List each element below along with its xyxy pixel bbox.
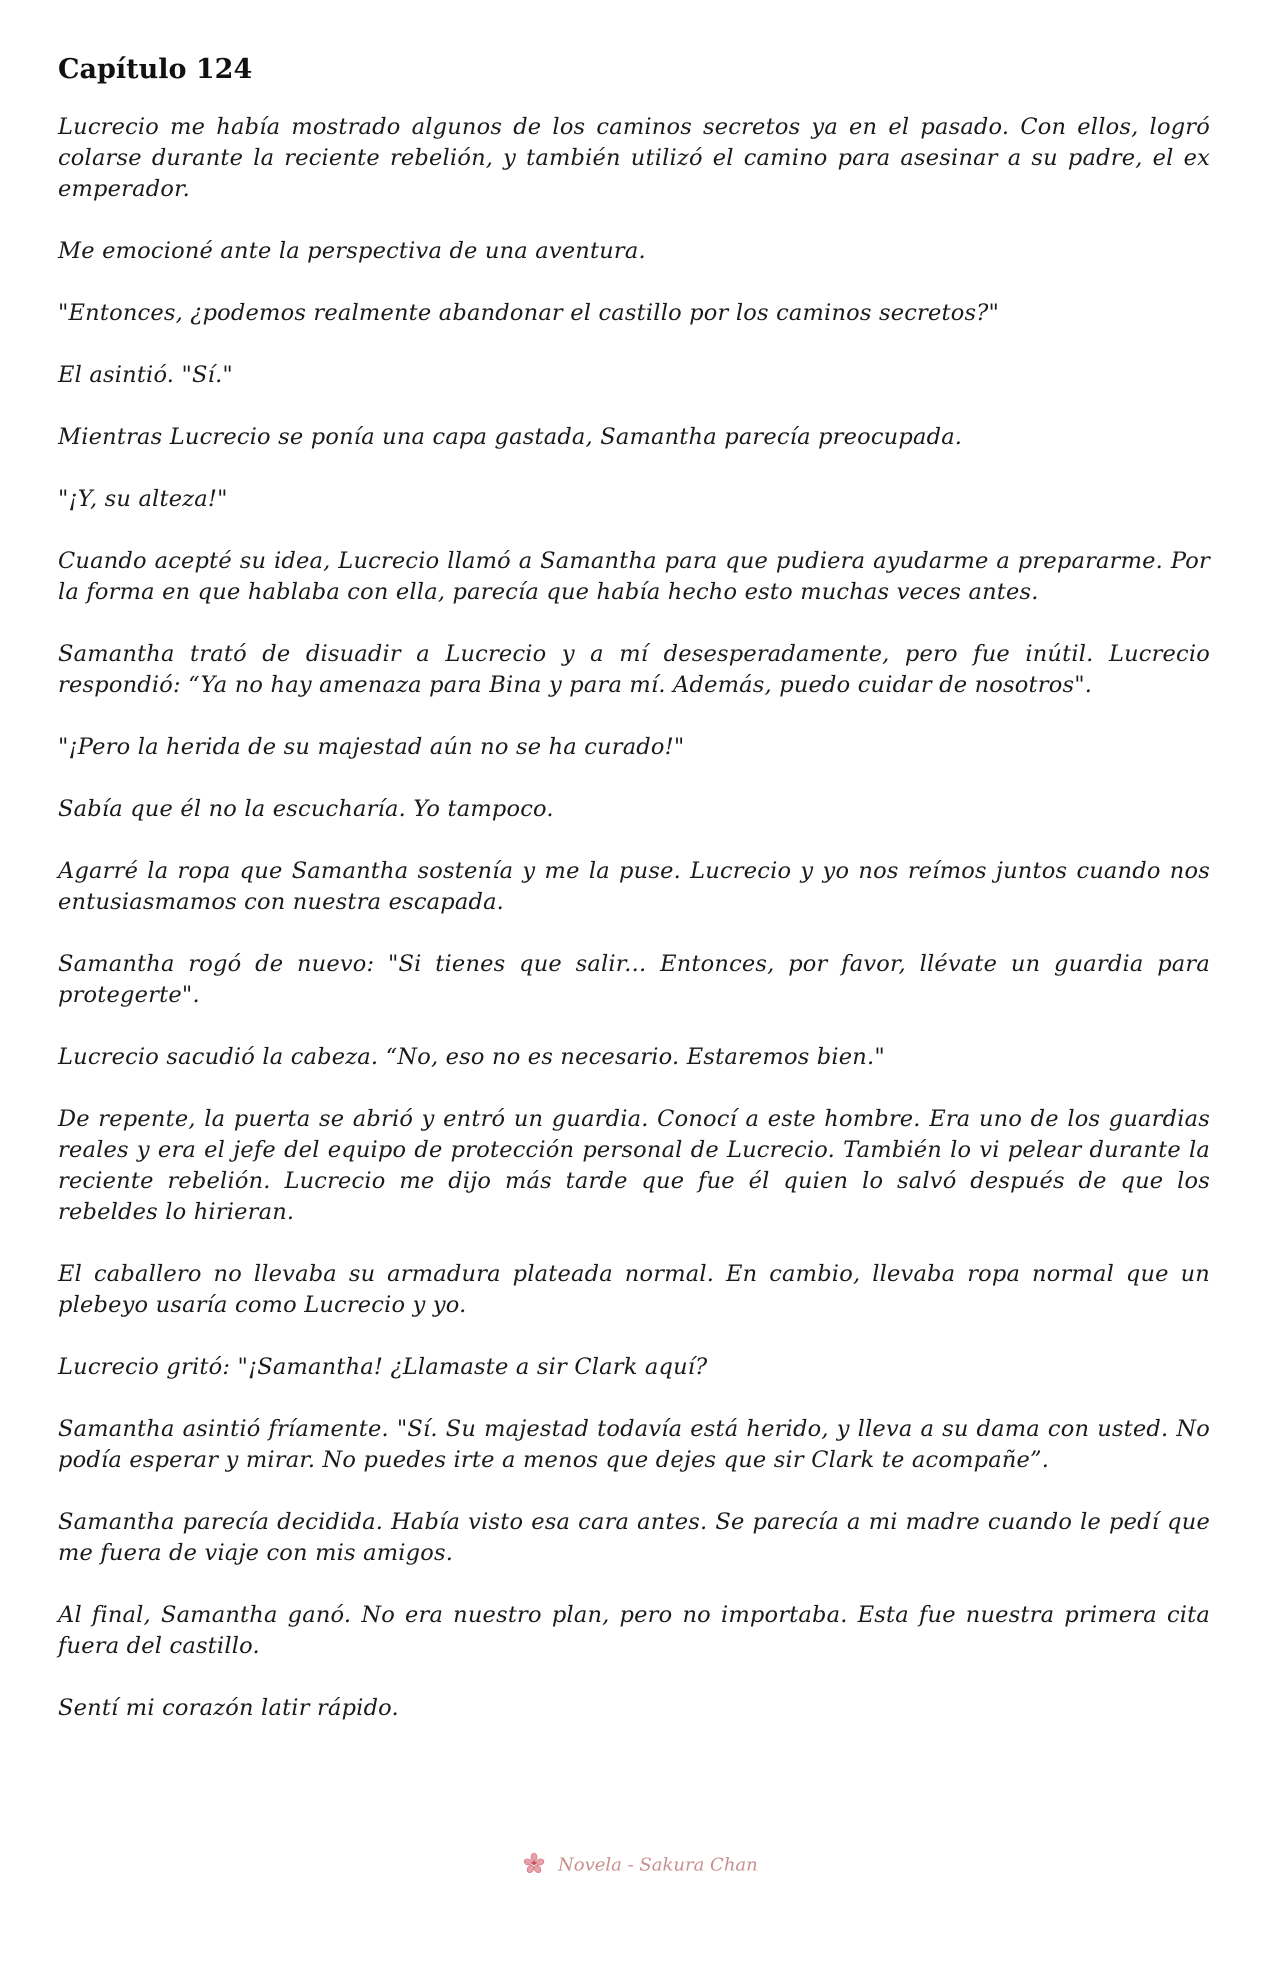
paragraph: Sentí mi corazón latir rápido. [58, 1695, 399, 1722]
paragraph: De repente, la puerta se abrió y entró un guardia. Conocí a este hombre. Era uno de los guardias reales y era el jefe del equipo de protección personal de Lucrecio. También lo vi pelear durante la reciente rebelión. Lucrecio me dijo más tarde que fue él quien lo salvó después de que los rebeldes lo hirieran. [58, 1106, 1210, 1226]
paragraph: Cuando acepté su idea, Lucrecio llamó a Samantha para que pudiera ayudarme a prepararme. Por la forma en que hablaba con ella, parecía que había hecho esto muchas veces antes. [58, 548, 1210, 606]
paragraph: Samantha trató de disuadir a Lucrecio y a mí desesperadamente, pero fue inútil. Lucrecio respondió: “Ya no hay amenaza para Bina y para mí. Además, puedo cuidar de nosotros". [58, 641, 1210, 699]
paragraph: Lucrecio me había mostrado algunos de los caminos secretos ya en el pasado. Con ellos, logró colarse durante la reciente rebelión, y también utilizó el camino para asesinar a su padre, el ex emperador. [58, 114, 1210, 203]
document-page [58, 54, 1210, 1755]
chapter-title: Capítulo 124 [58, 54, 253, 85]
watermark [0, 1852, 1280, 1879]
paragraph: Lucrecio gritó: "¡Samantha! ¿Llamaste a sir Clark aquí? [58, 1354, 708, 1381]
paragraph: El caballero no llevaba su armadura plateada normal. En cambio, llevaba ropa normal que un plebeyo usaría como Lucrecio y yo. [58, 1261, 1210, 1319]
paragraph: "¡Y, su alteza!" [58, 486, 228, 513]
paragraph: Samantha rogó de nuevo: "Si tienes que salir... Entonces, por favor, llévate un guardia para protegerte". [58, 951, 1210, 1009]
paragraph: "Entonces, ¿podemos realmente abandonar el castillo por los caminos secretos?" [58, 300, 1000, 327]
paragraph: Me emocioné ante la perspectiva de una aventura. [58, 238, 646, 265]
paragraph: Agarré la ropa que Samantha sostenía y me la puse. Lucrecio y yo nos reímos juntos cuando nos entusiasmamos con nuestra escapada. [58, 858, 1210, 916]
paragraph: "¡Pero la herida de su majestad aún no se ha curado!" [58, 734, 685, 761]
paragraph: Al final, Samantha ganó. No era nuestro plan, pero no importaba. Esta fue nuestra primera cita fuera del castillo. [58, 1602, 1210, 1660]
paragraph: Sabía que él no la escucharía. Yo tampoco. [58, 796, 554, 823]
paragraph: Samantha asintió fríamente. "Sí. Su majestad todavía está herido, y lleva a su dama con usted. No podía esperar y mirar. No puedes irte a menos que dejes que sir Clark te acompañe”. [58, 1416, 1210, 1474]
paragraph: El asintió. "Sí." [58, 362, 233, 389]
watermark-text: Novela - Sakura Chan [558, 1854, 758, 1876]
sakura-flower-icon [522, 1852, 546, 1879]
paragraph: Mientras Lucrecio se ponía una capa gastada, Samantha parecía preocupada. [58, 424, 963, 451]
paragraph: Lucrecio sacudió la cabeza. “No, eso no es necesario. Estaremos bien." [58, 1044, 885, 1071]
paragraph: Samantha parecía decidida. Había visto esa cara antes. Se parecía a mi madre cuando le pedí que me fuera de viaje con mis amigos. [58, 1509, 1210, 1567]
